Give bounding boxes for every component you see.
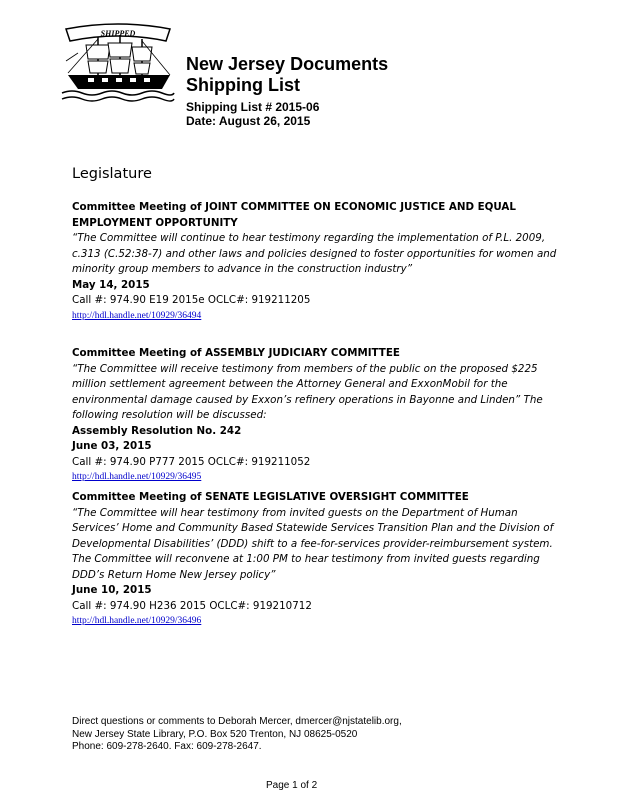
- contact-footer: [72, 716, 402, 754]
- entry-call-number: Call #: 974.90 P777 2015 OCLC#: 919211052: [72, 455, 311, 468]
- document-title: [186, 54, 388, 96]
- title-line-2: Shipping List: [186, 75, 300, 95]
- entry-resolution: Assembly Resolution No. 242: [72, 424, 242, 437]
- entry-date: May 14, 2015: [72, 278, 150, 291]
- entry-assembly-judiciary: [72, 346, 562, 484]
- footer-line-3: Phone: 609-278-2640. Fax: 609-278-2647.: [72, 741, 262, 752]
- footer-line-2: New Jersey State Library, P.O. Box 520 Trenton, NJ 08625-0520: [72, 728, 358, 740]
- entry-date: June 10, 2015: [72, 584, 152, 596]
- entry-description: “The Committee will continue to hear testimony regarding the implementation of P.L. 2009, c.313 (C.52:38-7) and other laws and policies designed to foster opportunities for women and minority group members to advance in the construction industry”: [72, 232, 557, 275]
- svg-text:SHIPPED: SHIPPED: [100, 29, 136, 38]
- shipping-list-number: Shipping List # 2015-06: [186, 100, 320, 114]
- entry-title: Committee Meeting of SENATE LEGISLATIVE OVERSIGHT COMMITTEE: [72, 491, 469, 503]
- title-line-1: New Jersey Documents: [186, 54, 389, 74]
- entry-senate-oversight: [72, 490, 562, 628]
- footer-line-1: Direct questions or comments to Deborah Mercer, dmercer@njstatelib.org,: [72, 716, 402, 727]
- page-number: Page 1 of 2: [266, 780, 318, 791]
- entry-description: “The Committee will receive testimony from members of the public on the proposed $225 million settlement agreement between the Attorney General and ExxonMobil for the environmental damage caused by Exxon’s refinery operations in Bayonne and Linden” The following resolution will be discussed:: [72, 362, 543, 421]
- entry-call-number: Call #: 974.90 H236 2015 OCLC#: 919210712: [72, 599, 312, 612]
- entry-joint-committee: [72, 200, 562, 323]
- entry-handle-link[interactable]: http://hdl.handle.net/10929/36494: [72, 310, 202, 321]
- entry-handle-link[interactable]: http://hdl.handle.net/10929/36495: [72, 472, 202, 482]
- shipped-ship-logo: [58, 17, 178, 103]
- entry-title: Committee Meeting of ASSEMBLY JUDICIARY COMMITTEE: [72, 347, 400, 359]
- entry-description: “The Committee will hear testimony from invited guests on the Department of Human Services’ Home and Community Based Statewide Services Transition Plan and the Division of Developmental Disabilities’ (DDD) shift to a fee-for-services provider-reimbursement system. The Committee will reconvene at 1:00 PM to hear testimony from invited guests regarding DDD’s Return Home New Jersey policy”: [72, 506, 554, 581]
- section-title: Legislature: [72, 166, 152, 182]
- entry-call-number: Call #: 974.90 E19 2015e OCLC#: 919211205: [72, 294, 311, 306]
- shipping-meta: [186, 100, 319, 128]
- entry-date: June 03, 2015: [72, 440, 152, 452]
- entry-handle-link[interactable]: http://hdl.handle.net/10929/36496: [72, 616, 202, 626]
- entry-title: Committee Meeting of JOINT COMMITTEE ON ECONOMIC JUSTICE AND EQUAL EMPLOYMENT OPPORTUNITY: [72, 201, 516, 229]
- shipping-date: Date: August 26, 2015: [186, 114, 311, 128]
